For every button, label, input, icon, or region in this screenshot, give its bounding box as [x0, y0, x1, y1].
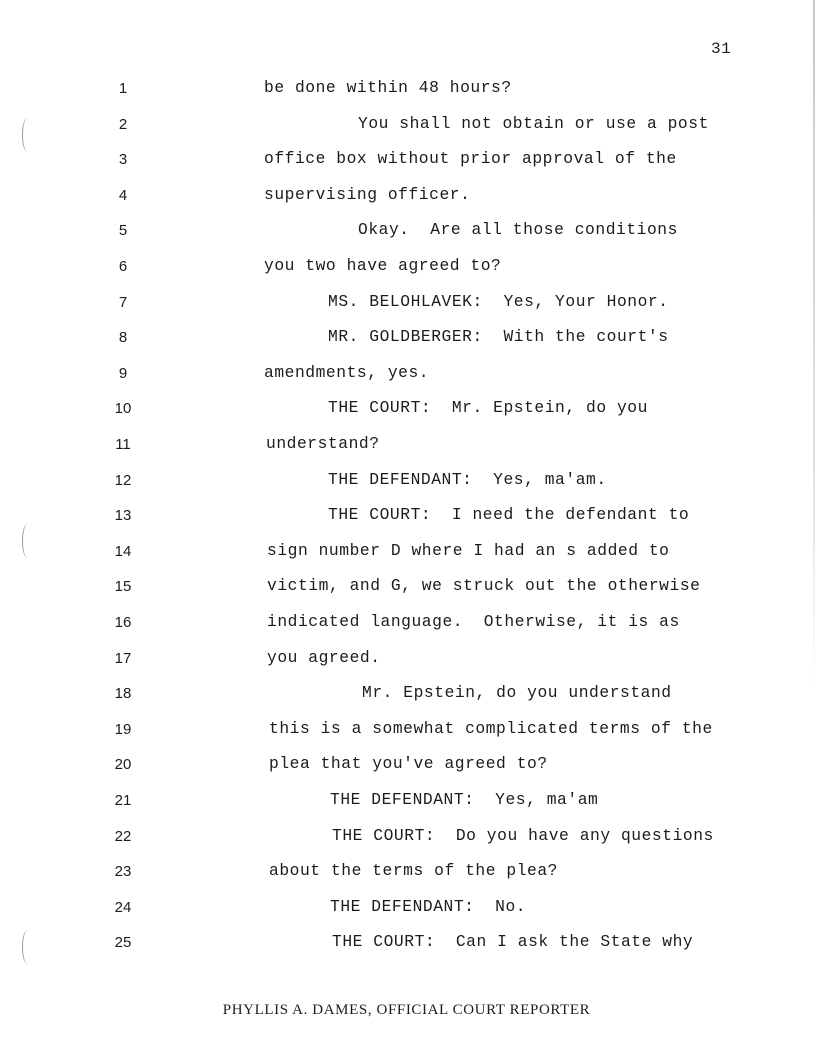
line-number: 17 — [114, 649, 132, 667]
transcript-line — [0, 258, 800, 284]
line-text: MR. GOLDBERGER: With the court's — [328, 327, 669, 347]
line-number: 9 — [118, 364, 128, 382]
transcript-line — [0, 113, 800, 142]
line-text: be done within 48 hours? — [264, 78, 512, 97]
page-edge-shadow — [813, 0, 815, 690]
line-text: Okay. Are all those conditions — [358, 220, 678, 240]
line-text: You shall not obtain or use a post — [358, 113, 709, 133]
transcript-line — [0, 291, 800, 320]
line-number: 6 — [118, 258, 128, 275]
line-number: 18 — [114, 685, 132, 703]
transcript-line — [0, 507, 800, 533]
transcript-line — [0, 896, 800, 925]
transcript-line — [0, 151, 800, 177]
line-text: victim, and G, we struck out the otherwise — [267, 576, 701, 596]
transcript-line — [0, 400, 800, 426]
line-text: about the terms of the plea? — [269, 861, 558, 881]
line-number: 21 — [114, 792, 132, 809]
line-text: you agreed. — [267, 647, 381, 667]
line-number: 15 — [114, 578, 132, 596]
line-text: plea that you've agreed to? — [269, 754, 548, 774]
line-number: 8 — [118, 329, 128, 347]
transcript-line — [0, 685, 800, 711]
line-text: sign number D where I had an s added to — [267, 540, 670, 560]
transcript-line — [0, 578, 800, 604]
line-number: 25 — [114, 934, 132, 952]
line-number: 14 — [114, 542, 132, 560]
line-number: 1 — [118, 80, 128, 97]
line-number: 23 — [114, 863, 132, 881]
footer-text: PHYLLIS A. DAMES, OFFICIAL COURT REPORTER — [222, 1002, 591, 1018]
transcript-line — [0, 756, 800, 782]
transcript-line — [0, 647, 800, 676]
line-text: supervising officer. — [264, 184, 471, 204]
transcript-line — [0, 436, 800, 462]
transcript-line — [0, 614, 800, 640]
line-number: 5 — [118, 222, 128, 240]
line-text: THE COURT: I need the defendant to — [328, 505, 690, 525]
transcript-line — [0, 540, 800, 569]
line-text: this is a somewhat complicated terms of the — [269, 718, 713, 738]
line-text: office box without prior approval of the — [264, 149, 677, 169]
page-number: 31 — [711, 40, 732, 58]
transcript-line — [0, 934, 800, 960]
transcript-line — [0, 329, 800, 355]
line-text: THE COURT: Can I ask the State why — [332, 932, 694, 952]
line-number: 22 — [114, 827, 132, 845]
transcript-line — [0, 792, 800, 818]
line-number: 3 — [118, 151, 128, 169]
line-number: 20 — [114, 756, 132, 774]
line-number: 10 — [114, 400, 132, 418]
line-number: 16 — [114, 614, 132, 631]
transcript-line — [0, 718, 800, 747]
line-number: 11 — [115, 436, 131, 453]
transcript-line — [0, 80, 800, 106]
transcript-line — [0, 825, 800, 854]
line-text: understand? — [266, 434, 380, 453]
line-number: 4 — [118, 186, 128, 204]
line-text: THE DEFENDANT: Yes, ma'am — [330, 790, 599, 809]
transcript-line — [0, 362, 800, 391]
line-text: indicated language. Otherwise, it is as — [267, 612, 680, 631]
line-text: you two have agreed to? — [264, 256, 502, 275]
line-number: 7 — [118, 293, 128, 311]
line-number: 12 — [114, 471, 132, 489]
line-text: amendments, yes. — [264, 362, 430, 382]
court-reporter-footer — [0, 1002, 817, 1019]
line-number: 13 — [114, 507, 132, 525]
line-text: THE DEFENDANT: No. — [330, 896, 527, 916]
transcript-line — [0, 222, 800, 248]
line-text: THE DEFENDANT: Yes, ma'am. — [328, 469, 607, 489]
transcript-line — [0, 184, 800, 213]
line-number: 19 — [114, 720, 132, 738]
line-text: THE COURT: Mr. Epstein, do you — [328, 398, 648, 418]
line-text: THE COURT: Do you have any questions — [332, 825, 714, 845]
line-text: MS. BELOHLAVEK: Yes, Your Honor. — [328, 291, 669, 311]
line-text: Mr. Epstein, do you understand — [362, 683, 672, 703]
line-number: 2 — [118, 115, 128, 133]
transcript-line — [0, 863, 800, 889]
transcript-line — [0, 469, 800, 498]
line-number: 24 — [114, 898, 132, 916]
